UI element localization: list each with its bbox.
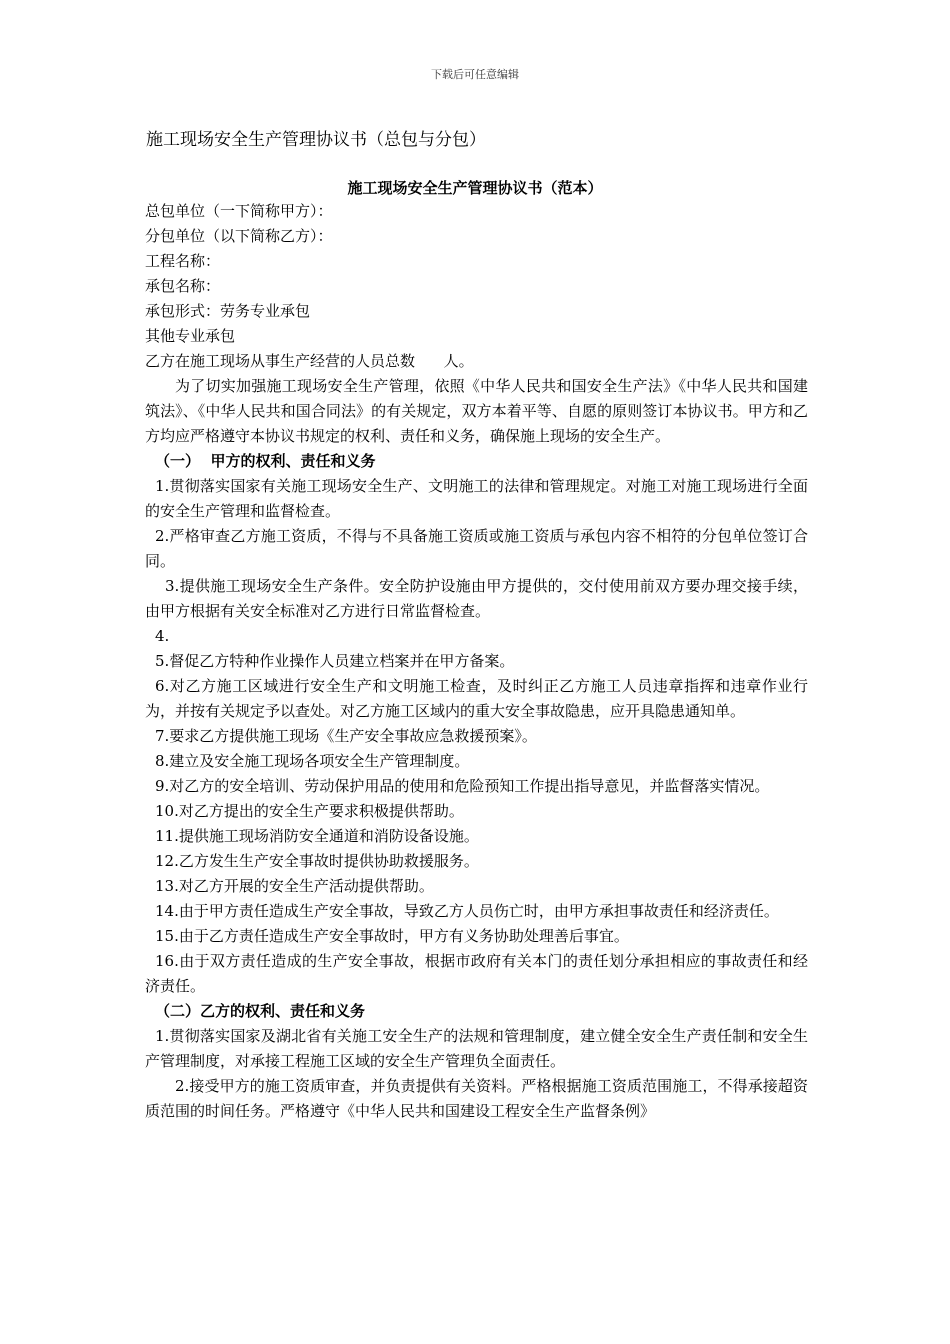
section-2-heading: （二）乙方的权利、责任和义务 (155, 1002, 366, 1020)
section-2-item: 1.贯彻落实国家及湖北省有关施工安全生产的法规和管理制度，建立健全安全生产责任制和安全生产管理制度，对承接工程施工区域的安全生产管理负全面责任。 (145, 1027, 808, 1070)
section-2-item: 2.接受甲方的施工资质审查，并负责提供有关资料。严格根据施工资质范围施工，不得承接超资质范围的时间任务。严格遵守《中华人民共和国建设工程安全生产监督条例》 (145, 1077, 808, 1120)
header-note: 下载后可任意编辑 (431, 68, 519, 81)
section-1-item: 2.严格审查乙方施工资质，不得与不具备施工资质或施工资质与承包内容不相符的分包单位签订合同。 (145, 527, 808, 570)
section-1-item: 7.要求乙方提供施工现场《生产安全事故应急救援预案》。 (155, 727, 537, 745)
intro-paragraph: 为了切实加强施工现场安全生产管理，依照《中华人民共和国安全生产法》《中华人民共和国建筑法》、《中华人民共和国合同法》的有关规定，双方本着平等、自愿的原则签订本协议书。甲方和乙方均应严格遵守本协议书规定的权利、责任和义务，确保施上现场的安全生产。 (145, 377, 808, 445)
section-1-item: 14.由于甲方责任造成生产安全事故，导致乙方人员伤亡时，由甲方承担事故责任和经济责任。 (155, 902, 779, 920)
section-1-item: 6.对乙方施工区域进行安全生产和文明施工检查，及时纠正乙方施工人员违章指挥和违章作业行为，并按有关规定予以查处。对乙方施工区域内的重大安全事故隐患，应开具隐患通知单。 (145, 677, 808, 720)
section-1-item: 15.由于乙方责任造成生产安全事故时，甲方有义务协助处理善后事宜。 (155, 927, 629, 945)
field-staff-count: 乙方在施工现场从事生产经营的人员总数 人。 (145, 352, 474, 370)
section-1-heading: （一） 甲方的权利、责任和义务 (155, 452, 376, 470)
section-1-item: 12.乙方发生生产安全事故时提供协助救援服务。 (155, 852, 479, 870)
agreement-title: 施工现场安全生产管理协议书（范本） (347, 179, 603, 197)
section-1-item: 3.提供施工现场安全生产条件。安全防护设施由甲方提供的，交付使用前双方要办理交接手续，由甲方根据有关安全标准对乙方进行日常监督检查。 (145, 577, 808, 620)
field-contract-name: 承包名称： (145, 277, 221, 295)
section-1-item: 4. (155, 627, 170, 645)
field-other-contract: 其他专业承包 (145, 327, 236, 345)
field-contract-form: 承包形式：劳务专业承包 (145, 302, 311, 320)
section-1-item: 8.建立及安全施工现场各项安全生产管理制度。 (155, 752, 470, 770)
section-1-item: 11.提供施工现场消防安全通道和消防设备设施。 (155, 827, 479, 845)
section-1-item: 5.督促乙方特种作业操作人员建立档案并在甲方备案。 (155, 652, 515, 670)
field-general-contractor: 总包单位（一下简称甲方）： (145, 202, 333, 220)
field-project-name: 工程名称： (145, 252, 221, 270)
field-subcontractor: 分包单位（以下简称乙方）： (145, 227, 333, 245)
document-body (145, 199, 808, 1124)
section-1-item: 9.对乙方的安全培训、劳动保护用品的使用和危险预知工作提出指导意见，并监督落实情况。 (155, 777, 770, 795)
section-1-item: 13.对乙方开展的安全生产活动提供帮助。 (155, 877, 434, 895)
section-1-item: 16.由于双方责任造成的生产安全事故，根据市政府有关本门的责任划分承担相应的事故责任和经济责任。 (145, 952, 808, 995)
section-1-item: 10.对乙方提出的安全生产要求积极提供帮助。 (155, 802, 464, 820)
section-1-item: 1.贯彻落实国家有关施工现场安全生产、文明施工的法律和管理规定。对施工对施工现场进行全面的安全生产管理和监督检查。 (145, 477, 808, 520)
document-title: 施工现场安全生产管理协议书（总包与分包） (146, 130, 486, 150)
